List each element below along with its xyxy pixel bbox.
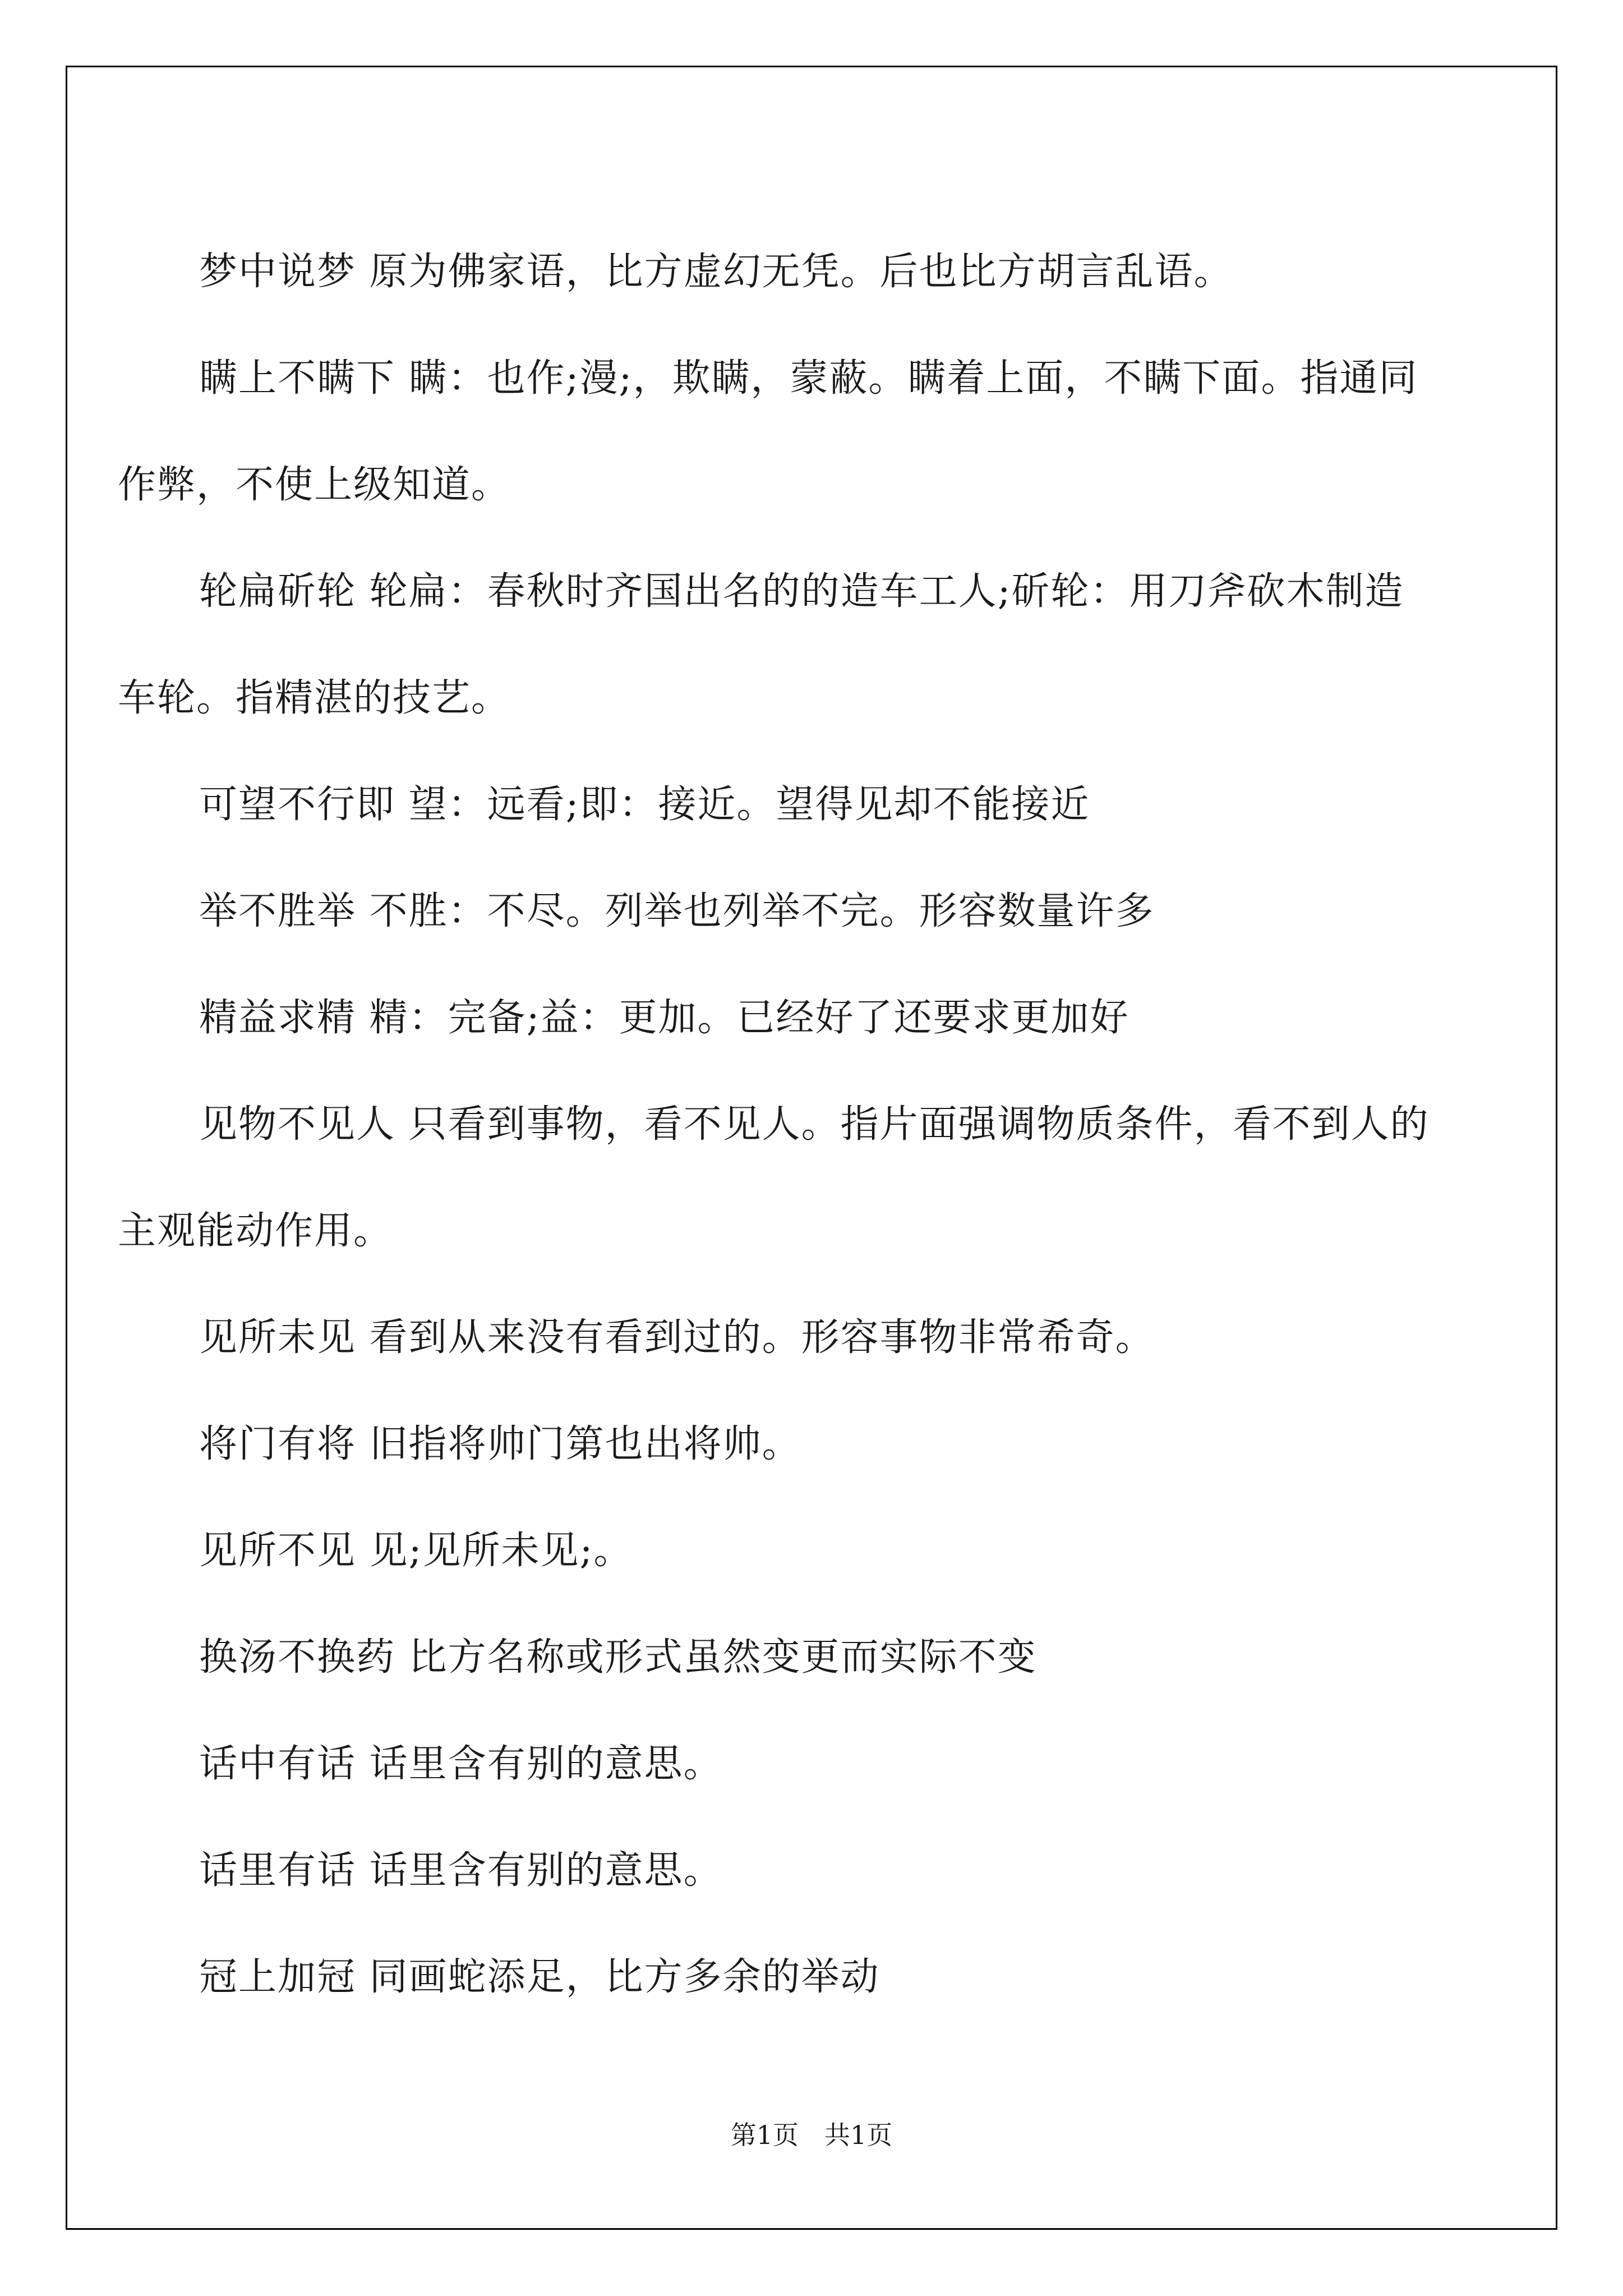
paragraph: 换汤不换药 比方名称或形式虽然变更而实际不变 <box>199 1635 1037 1680</box>
paragraph: 将门有将 旧指将帅门第也出将帅。 <box>199 1422 801 1466</box>
paragraph: 话中有话 话里含有别的意思。 <box>199 1742 723 1786</box>
page-footer: 第1页 共1页 <box>730 2120 893 2150</box>
paragraph: 见所未见 看到从来没有看到过的。形容事物非常希奇。 <box>199 1315 1155 1360</box>
paragraph: 冠上加冠 同画蛇添足，比方多余的举动 <box>199 1955 880 1999</box>
paragraph: 举不胜举 不胜：不尽。列举也列举不完。形容数量许多 <box>199 889 1155 933</box>
paragraph: 精益求精 精：完备;益：更加。已经好了还要求更加好 <box>199 996 1129 1040</box>
paragraph: 话里有话 话里含有别的意思。 <box>199 1848 723 1893</box>
paragraph: 可望不行即 望：远看;即：接近。望得见却不能接近 <box>199 783 1090 827</box>
paragraph: 见所不见 见;见所未见;。 <box>199 1529 633 1573</box>
document-body <box>118 219 1433 2031</box>
paragraph: 轮扁斫轮 轮扁：春秋时齐国出名的的造车工人;斫轮：用刀斧砍木制造车轮。指精湛的技艺。 <box>118 569 1404 720</box>
paragraph: 瞒上不瞒下 瞒：也作;漫;，欺瞒，蒙蔽。瞒着上面，不瞒下面。指通同作弊，不使上级知道。 <box>118 356 1418 507</box>
paragraph: 梦中说梦 原为佛家语，比方虚幻无凭。后也比方胡言乱语。 <box>199 250 1233 294</box>
paragraph: 见物不见人 只看到事物，看不见人。指片面强调物质条件，看不到人的主观能动作用。 <box>118 1102 1430 1253</box>
